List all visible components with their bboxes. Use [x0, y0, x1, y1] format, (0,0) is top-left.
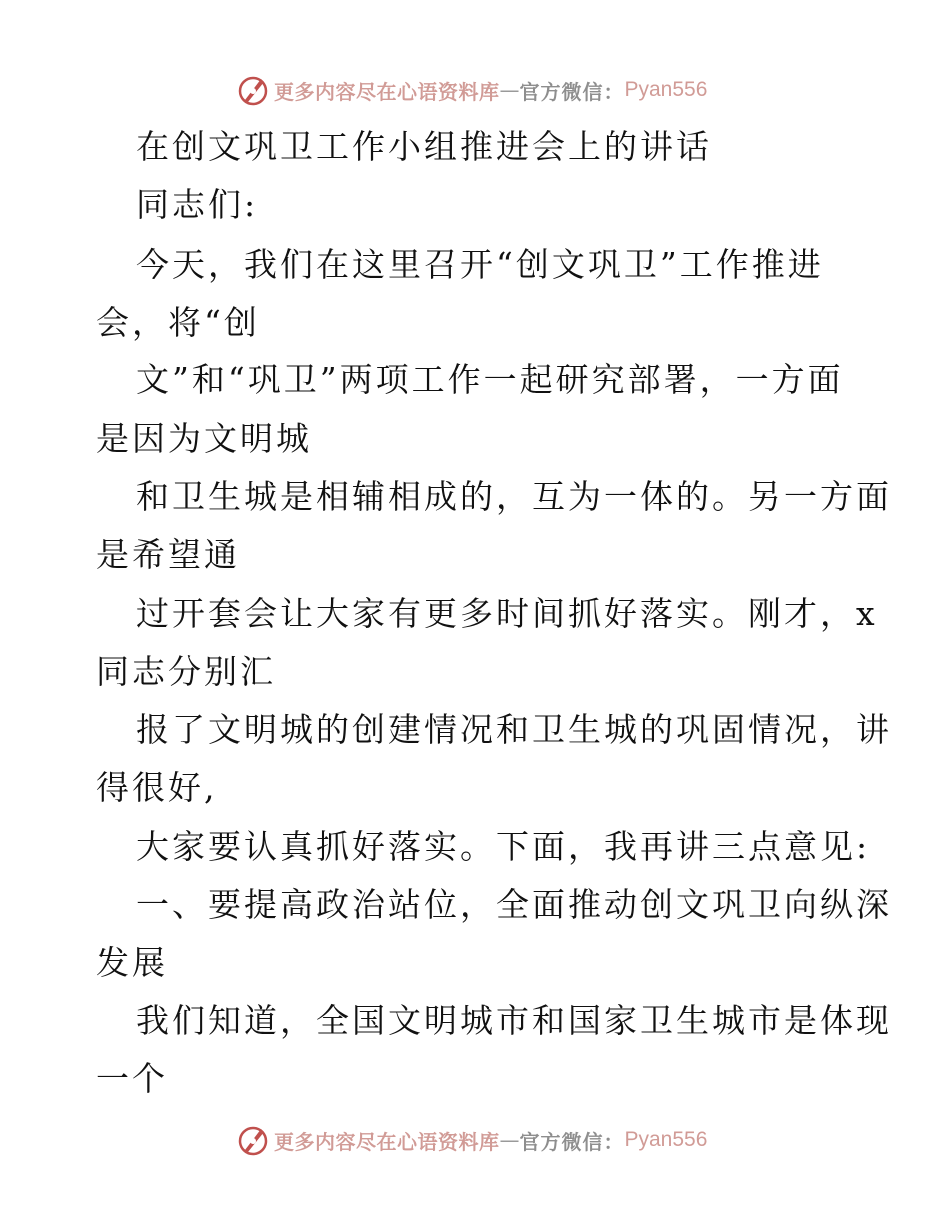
section-heading: 一、要提高政治站位，全面推动创文巩卫向纵深	[136, 885, 892, 924]
text-line: 今天，我们在这里召开“创文巩卫”工作推进	[136, 245, 824, 284]
watermark-wechat-id: Pyan556	[624, 78, 708, 101]
watermark-wechat-label: 官方微信：	[519, 79, 625, 104]
watermark-wechat-id: Pyan556	[624, 1128, 708, 1151]
salutation: 同志们:	[136, 185, 259, 224]
text-line: 文”和“巩卫”两项工作一起研究部署，一方面	[136, 360, 844, 399]
text-line: 得很好,	[96, 768, 218, 807]
header-watermark	[236, 73, 707, 107]
quill-logo-icon	[236, 73, 270, 107]
watermark-brand: 更多内容尽在心语资料库	[274, 79, 500, 104]
text-line: 是希望通	[96, 535, 240, 574]
quill-logo-icon	[236, 1123, 270, 1157]
text-line: 过开套会让大家有更多时间抓好落实。刚才，x	[136, 594, 878, 633]
text-line: 是因为文明城	[96, 419, 312, 458]
text-line: 发展	[96, 943, 168, 982]
document-title: 在创文巩卫工作小组推进会上的讲话	[136, 127, 712, 166]
watermark-wechat-label: 官方微信：	[519, 1129, 625, 1154]
text-line: 我们知道，全国文明城市和国家卫生城市是体现	[136, 1001, 892, 1040]
footer-watermark	[236, 1123, 707, 1157]
text-line: 和卫生城是相辅相成的，互为一体的。另一方面	[136, 477, 892, 516]
watermark-brand: 更多内容尽在心语资料库	[274, 1129, 500, 1154]
watermark-dash: —	[499, 1128, 520, 1152]
watermark-dash: —	[499, 78, 520, 102]
text-line: 一个	[96, 1059, 168, 1098]
text-line: 同志分别汇	[96, 652, 276, 691]
text-line: 报了文明城的创建情况和卫生城的巩固情况，讲	[136, 710, 892, 749]
text-line: 大家要认真抓好落实。下面，我再讲三点意见:	[136, 827, 871, 866]
text-line: 会，将“创	[96, 303, 260, 342]
